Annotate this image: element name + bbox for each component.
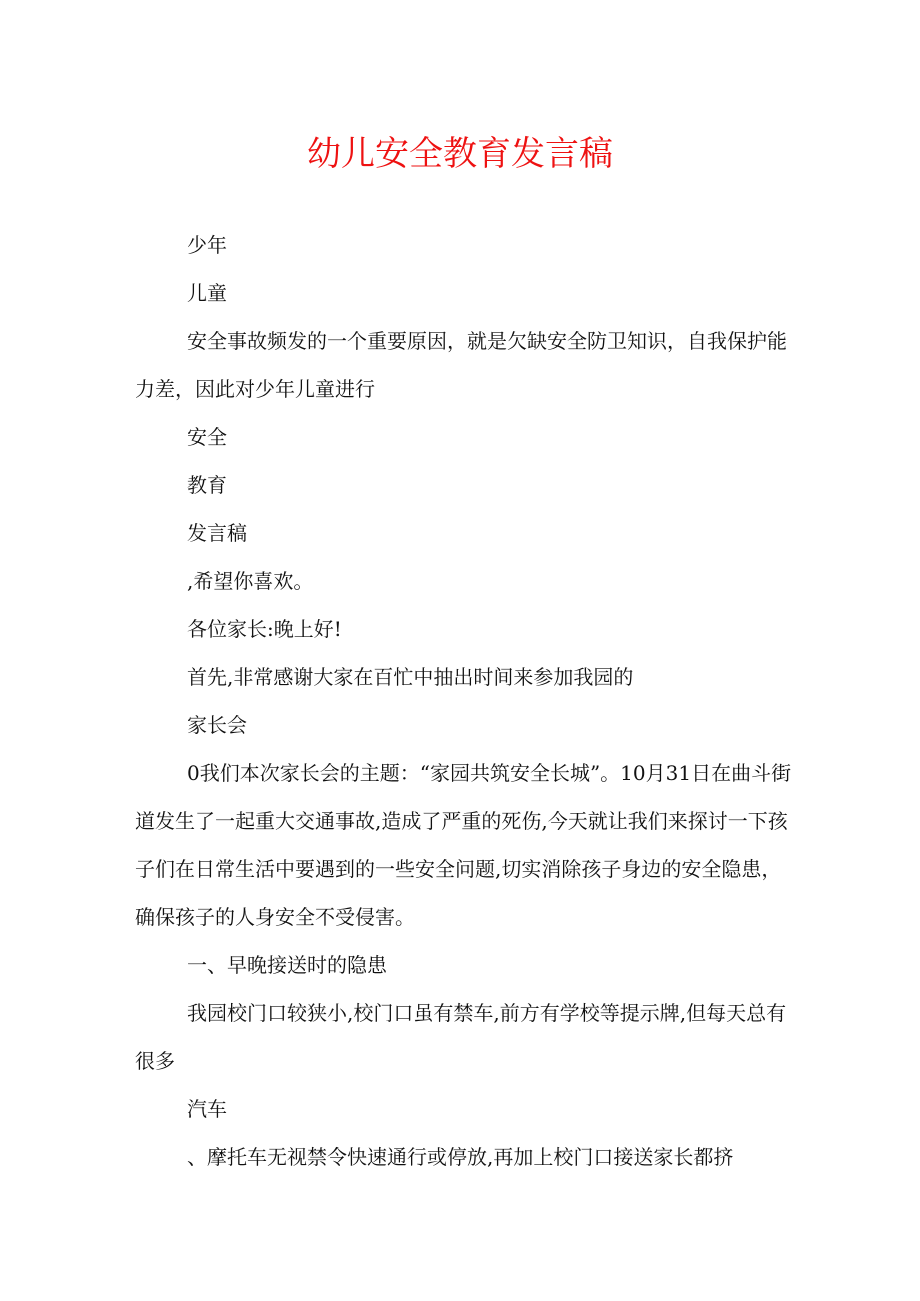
- document-title: 幼儿安全教育发言稿: [307, 134, 613, 174]
- paragraph: 首先,非常感谢大家在百忙中抽出时间来参加我园的: [187, 665, 634, 689]
- paragraph: 一、早晚接送时的隐患: [187, 953, 387, 977]
- paragraph: 各位家长:晚上好!: [187, 617, 342, 641]
- paragraph: 儿童: [187, 281, 227, 305]
- paragraph: 安全事故频发的一个重要原因，就是欠缺安全防卫知识，自我保护能力差，因此对少年儿童进行: [135, 329, 787, 401]
- paragraph: 汽车: [187, 1097, 227, 1121]
- paragraph: 发言稿: [187, 521, 247, 545]
- paragraph: 安全: [187, 425, 227, 449]
- paragraph: 少年: [187, 233, 227, 257]
- paragraph: 教育: [187, 473, 227, 497]
- paragraph: 我园校门口较狭小,校门口虽有禁车,前方有学校等提示牌,但每天总有很多: [135, 1001, 787, 1073]
- paragraph: 家长会: [187, 713, 247, 737]
- document-body: [135, 221, 795, 1181]
- paragraph: 0我们本次家长会的主题：“家园共筑安全长城”。10月31日在曲斗街道发生了一起重大交通事故,造成了严重的死伤,今天就让我们来探讨一下孩子们在日常生活中要遇到的一些安全问题,切实消除孩子身边的安全隐患，确保孩子的人身安全不受侵害。: [135, 761, 792, 929]
- paragraph: 、摩托车无视禁令快速通行或停放,再加上校门口接送家长都挤: [187, 1145, 734, 1169]
- paragraph: ,希望你喜欢。: [187, 569, 314, 593]
